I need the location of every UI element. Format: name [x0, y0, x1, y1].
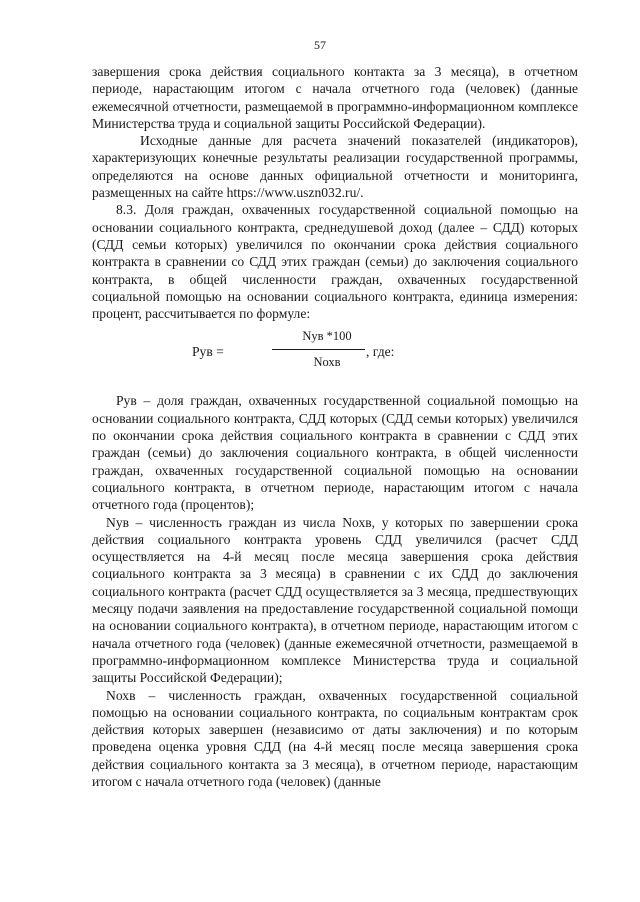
definition-nuv: Nув – численность граждан из числа Nохв, у которых по завершении срока действия социального контракта уровень СДД увеличился (расчет СДД осуществляется на 4-й месяц после месяца завершения срока действия социального контракта за 3 месяца) в сравнении с их СДД до заключения социального контракта (расчет СДД осуществляется за 3 месяца, предшествующих месяцу подачи заявления на предоставление государственной социальной помощи на основании социального контракта), в отчетном периоде, нарастающим итогом с начала отчетного года (человек) (данные ежемесячной отчетности, размещаемой в программно-информационном комплексе Министерства труда и социальной защиты Российской Федерации);: [92, 514, 578, 686]
formula-lhs: Рув =: [192, 344, 224, 360]
formula-tail: , где:: [366, 344, 395, 360]
document-body: [92, 63, 578, 790]
formula-fraction-line: [272, 349, 365, 350]
paragraph-source-data: Исходные данные для расчета значений показателей (индикаторов), характеризующих конечные результаты реализации государственной программы, определяются на основе данных официальной отчетности и мониторинга, размещенных на сайте https://www.uszn032.ru/.: [92, 133, 578, 201]
paragraph-continuation: завершения срока действия социального контакта за 3 месяца), в отчетном периоде, нарастающим итогом с начала отчетного года (человек) (данные ежемесячной отчетности, размещаемой в программно-информационном комплексе Министерства труда и социальной защиты Российской Федерации).: [92, 64, 578, 131]
paragraph-indicator-8-3: 8.3. Доля граждан, охваченных государственной социальной помощью на основании социального контракта, среднедушевой доход (далее – СДД) которых (СДД семьи которых) увеличился по окончании срока действия социального контракта в сравнении со СДД этих граждан (семьи) до заключения социального контракта, в общей численности граждан, охваченных государственной социальной помощью на основании социального контракта, единица измерения: процент, рассчитывается по формуле:: [92, 202, 578, 322]
formula-denominator: Nохв: [313, 355, 341, 370]
formula-numerator: Nув *100: [302, 329, 352, 344]
definition-ruv: Рув – доля граждан, охваченных государственной социальной помощью на основании социального контракта, СДД которых (СДД семьи которых) увеличился по окончании срока действия социального контракта в сравнении с СДД этих граждан (семьи) до заключения социального контракта, в общей численности граждан, охваченных государственной социальной помощью на основании социального контракта, в отчетном периоде, нарастающим итогом с начала отчетного года (процентов);: [92, 393, 578, 513]
page-number: 57: [314, 38, 326, 52]
formula: [92, 328, 578, 392]
definition-nohv: Nохв – численность граждан, охваченных государственной социальной помощью на основании социального контракта, по социальным контрактам срок действия которых завершен (независимо от даты заключения) и по которым проведена оценка уровня СДД (на 4-й месяц после месяца завершения срока действия социального контакта за 3 месяца), в отчетном периоде, нарастающим итогом с начала отчетного года (человек) (данные: [92, 687, 578, 789]
